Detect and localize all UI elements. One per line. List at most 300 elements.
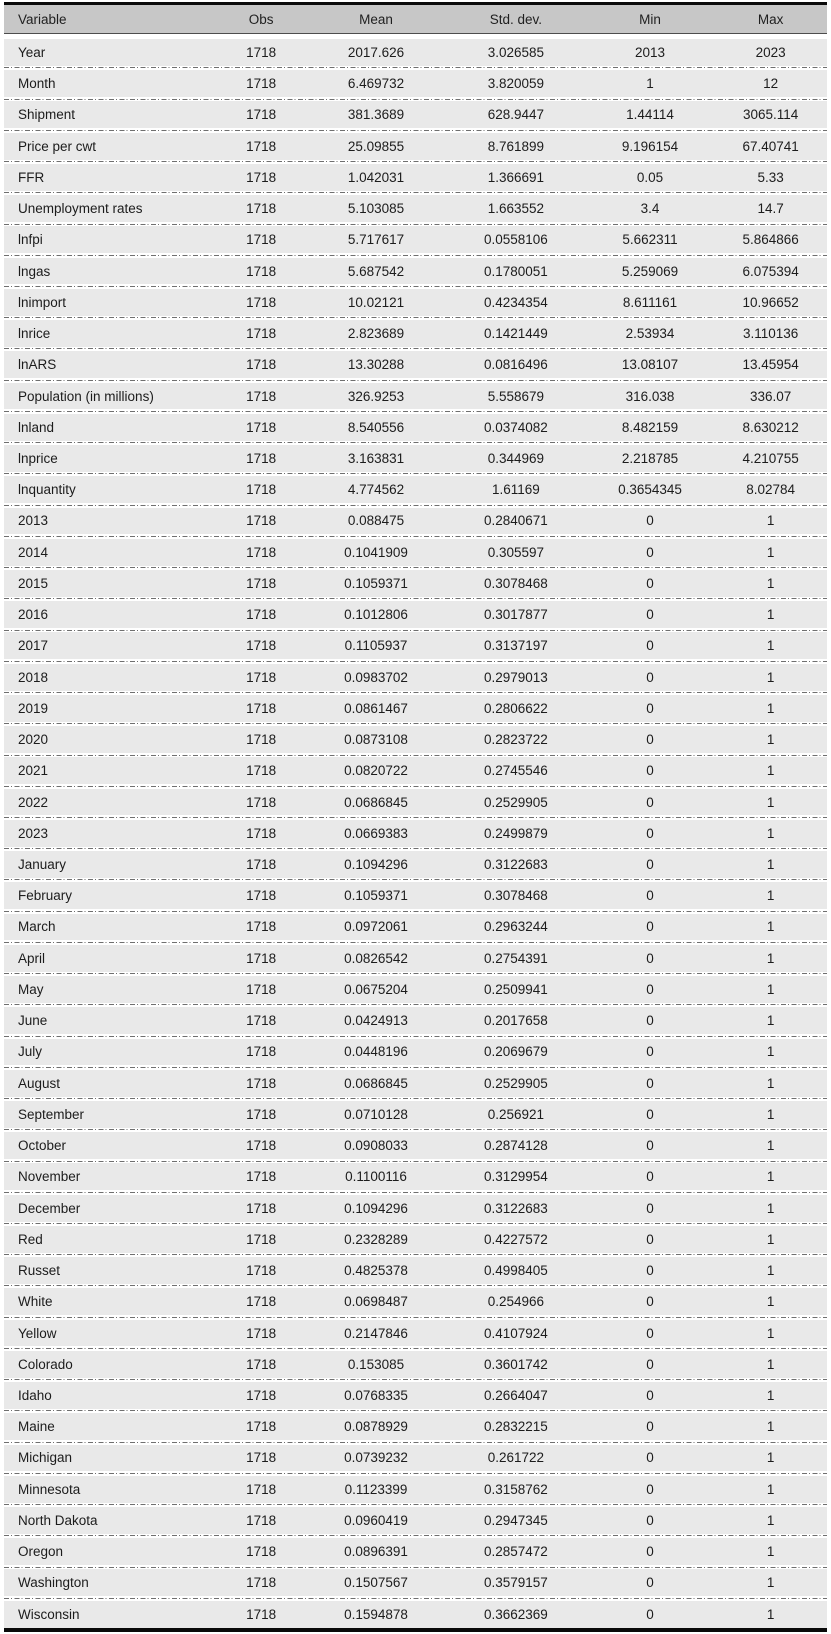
obs-cell: 1718 (246, 700, 277, 716)
mean-cell: 0.0896391 (344, 1544, 408, 1560)
obs-cell: 1718 (246, 575, 277, 591)
obs-cell: 1718 (246, 857, 277, 873)
row-divider (4, 1440, 827, 1444)
obs-cell: 1718 (246, 482, 277, 498)
table-row (4, 39, 827, 66)
row-divider (4, 1596, 827, 1600)
std-dev-cell: 0.2979013 (483, 669, 548, 685)
table-row (4, 664, 827, 691)
table-row (4, 1288, 827, 1315)
table-row (4, 914, 827, 941)
table-row (4, 70, 827, 97)
row-divider (4, 628, 827, 632)
variable-cell: Maine (18, 1419, 55, 1435)
min-cell: 0 (646, 1450, 654, 1466)
obs-cell: 1718 (246, 981, 277, 997)
table-row (4, 164, 827, 191)
variable-cell: lnimport (18, 294, 67, 310)
std-dev-cell: 0.4107924 (483, 1325, 548, 1341)
max-cell: 1 (766, 794, 775, 810)
std-dev-cell: 0.2745546 (483, 763, 548, 779)
mean-cell: 0.1594878 (344, 1606, 408, 1622)
obs-cell: 1718 (246, 1044, 277, 1060)
variable-cell: 2014 (18, 544, 49, 560)
table-row (4, 445, 827, 472)
mean-cell: 0.0873108 (344, 732, 408, 748)
variable-cell: 2013 (18, 513, 49, 529)
obs-cell: 1718 (246, 388, 277, 404)
variable-cell: Minnesota (18, 1481, 81, 1497)
row-divider (4, 97, 827, 101)
std-dev-cell: 0.2832215 (483, 1419, 548, 1435)
max-cell: 5.33 (757, 169, 784, 185)
max-cell: 3065.114 (742, 107, 799, 123)
obs-cell: 1718 (246, 357, 277, 373)
mean-cell: 0.0448196 (344, 1044, 408, 1060)
row-divider (4, 1471, 827, 1475)
obs-cell: 1718 (246, 513, 277, 529)
variable-cell: 2015 (18, 575, 49, 591)
table-row (4, 351, 827, 378)
row-divider (4, 1409, 827, 1413)
obs-cell: 1718 (246, 544, 277, 560)
table-row (4, 757, 827, 784)
max-cell: 1 (766, 1106, 775, 1122)
row-divider (4, 597, 827, 601)
row-divider (4, 909, 827, 913)
max-cell: 1 (766, 950, 775, 966)
min-cell: 0.3654345 (618, 482, 682, 498)
min-cell: 0 (646, 857, 654, 873)
min-cell: 5.662311 (622, 232, 678, 248)
min-cell: 0 (646, 700, 654, 716)
min-cell: 0 (646, 1356, 654, 1372)
variable-cell: 2020 (18, 732, 49, 748)
mean-cell: 0.0960419 (344, 1512, 408, 1528)
row-divider (4, 815, 827, 819)
obs-cell: 1718 (246, 763, 277, 779)
std-dev-cell: 0.3662369 (483, 1606, 548, 1622)
max-cell: 1 (766, 1419, 775, 1435)
min-cell: 0 (646, 888, 654, 904)
max-cell: 1 (766, 1231, 775, 1247)
min-cell: 13.08107 (621, 357, 679, 373)
table-row (4, 258, 827, 285)
variable-cell: 2022 (18, 794, 49, 810)
row-divider (4, 784, 827, 788)
min-cell: 0 (646, 1138, 654, 1154)
column-header-mean: Mean (359, 11, 393, 27)
mean-cell: 0.0878929 (344, 1419, 408, 1435)
table-row (4, 101, 827, 128)
std-dev-cell: 5.558679 (487, 388, 545, 404)
variable-cell: Wisconsin (18, 1606, 80, 1622)
max-cell: 1 (766, 1575, 775, 1591)
min-cell: 0 (646, 544, 654, 560)
std-dev-cell: 0.2664047 (483, 1388, 548, 1403)
std-dev-cell: 0.1421449 (483, 326, 548, 342)
std-dev-cell: 0.2947345 (483, 1512, 548, 1528)
mean-cell: 0.1094296 (344, 857, 408, 873)
std-dev-cell: 0.2857472 (483, 1544, 548, 1560)
obs-cell: 1718 (246, 1356, 277, 1372)
row-divider (4, 566, 827, 570)
max-cell: 1 (766, 1013, 775, 1029)
min-cell: 0 (646, 513, 654, 529)
obs-cell: 1718 (246, 1325, 277, 1341)
table-row (4, 1132, 827, 1159)
variable-cell: 2023 (18, 825, 49, 841)
mean-cell: 0.1100116 (345, 1169, 407, 1185)
variable-cell: lnARS (18, 357, 57, 373)
variable-cell: September (18, 1106, 85, 1122)
variable-cell: December (18, 1200, 81, 1216)
mean-cell: 0.4825378 (344, 1263, 408, 1279)
table-body (4, 39, 827, 1628)
min-cell: 8.611161 (622, 294, 678, 310)
column-header-std-dev: Std. dev. (489, 11, 543, 27)
std-dev-cell: 0.2017658 (483, 1013, 548, 1029)
table-row (4, 695, 827, 722)
min-cell: 0 (646, 1200, 654, 1216)
min-cell: 0.05 (636, 169, 664, 185)
obs-cell: 1718 (246, 232, 277, 248)
row-divider (4, 1253, 827, 1257)
max-cell: 2023 (755, 44, 786, 60)
variable-cell: White (18, 1294, 53, 1310)
variable-cell: Price per cwt (18, 138, 97, 154)
table-row (4, 976, 827, 1003)
obs-cell: 1718 (246, 1263, 277, 1279)
min-cell: 2.53934 (625, 326, 675, 342)
min-cell: 0 (646, 794, 654, 810)
table-row (4, 508, 827, 535)
mean-cell: 0.1094296 (344, 1200, 408, 1216)
mean-cell: 0.2328289 (344, 1231, 408, 1247)
max-cell: 1 (766, 513, 775, 529)
row-divider (4, 1503, 827, 1507)
std-dev-cell: 1.366691 (487, 169, 545, 185)
max-cell: 1 (766, 1263, 775, 1279)
std-dev-cell: 0.3601742 (483, 1356, 548, 1372)
row-divider (4, 1346, 827, 1350)
row-divider (4, 253, 827, 257)
min-cell: 3.4 (640, 201, 660, 217)
variable-cell: Oregon (18, 1544, 64, 1560)
row-divider (4, 722, 827, 726)
std-dev-cell: 0.4234354 (483, 294, 548, 310)
obs-cell: 1718 (246, 450, 277, 466)
max-cell: 1 (766, 1481, 775, 1497)
variable-cell: Colorado (18, 1356, 73, 1372)
variable-cell: lngas (18, 263, 51, 279)
mean-cell: 0.0675204 (344, 981, 408, 997)
obs-cell: 1718 (246, 138, 277, 154)
std-dev-cell: 1.61169 (491, 482, 540, 498)
row-divider (4, 1128, 827, 1132)
std-dev-cell: 8.761899 (487, 138, 545, 154)
row-divider (4, 472, 827, 476)
mean-cell: 0.153085 (347, 1356, 405, 1372)
mean-cell: 0.0908033 (344, 1138, 408, 1154)
row-divider (4, 1222, 827, 1226)
std-dev-cell: 0.3078468 (483, 888, 548, 904)
mean-cell: 5.687542 (347, 263, 405, 279)
min-cell: 2013 (635, 44, 666, 60)
max-cell: 67.40741 (742, 138, 799, 154)
obs-cell: 1718 (246, 1013, 277, 1029)
table-row (4, 1476, 827, 1503)
max-cell: 1 (766, 1075, 775, 1091)
mean-cell: 0.0686845 (344, 1075, 408, 1091)
row-divider (4, 753, 827, 757)
mean-cell: 0.1012806 (344, 607, 408, 623)
row-divider (4, 847, 827, 851)
min-cell: 9.196154 (621, 138, 679, 154)
table-row (4, 1445, 827, 1472)
min-cell: 0 (646, 1044, 654, 1060)
variable-cell: May (18, 981, 44, 997)
mean-cell: 6.469732 (347, 76, 405, 92)
std-dev-cell: 0.0374082 (483, 419, 548, 435)
row-divider (4, 503, 827, 507)
table-row (4, 476, 827, 503)
min-cell: 0 (646, 1575, 654, 1591)
max-cell: 14.7 (757, 201, 784, 217)
table-row (4, 539, 827, 566)
std-dev-cell: 0.2529905 (483, 794, 548, 810)
std-dev-cell: 0.2069679 (483, 1044, 548, 1060)
obs-cell: 1718 (246, 638, 277, 654)
row-divider (4, 160, 827, 164)
std-dev-cell: 0.344969 (487, 450, 545, 466)
row-divider (4, 441, 827, 445)
std-dev-cell: 0.4227572 (483, 1231, 548, 1247)
row-divider (4, 191, 827, 195)
mean-cell: 2017.626 (347, 44, 405, 60)
mean-cell: 25.09855 (347, 138, 405, 154)
mean-cell: 0.1059371 (344, 888, 408, 904)
table-row (4, 414, 827, 441)
obs-cell: 1718 (246, 294, 277, 310)
variable-cell: 2019 (18, 700, 49, 716)
obs-cell: 1718 (246, 201, 277, 217)
row-divider (4, 691, 827, 695)
obs-cell: 1718 (246, 1106, 277, 1122)
mean-cell: 8.540556 (347, 419, 405, 435)
min-cell: 0 (646, 669, 654, 685)
mean-cell: 0.0686845 (344, 794, 408, 810)
variable-cell: 2017 (18, 638, 49, 654)
max-cell: 1 (766, 544, 775, 560)
min-cell: 0 (646, 1544, 654, 1560)
std-dev-cell: 0.3078468 (483, 575, 548, 591)
table-row (4, 882, 827, 909)
max-cell: 8.630212 (742, 419, 799, 435)
variable-cell: March (18, 919, 56, 935)
column-header-variable: Variable (18, 11, 67, 27)
obs-cell: 1718 (246, 263, 277, 279)
variable-cell: lnprice (18, 450, 58, 466)
max-cell: 1 (766, 1356, 775, 1372)
table-row (4, 726, 827, 753)
mean-cell: 0.1059371 (344, 575, 408, 591)
std-dev-cell: 0.3137197 (483, 638, 548, 654)
obs-cell: 1718 (246, 1419, 277, 1435)
std-dev-cell: 0.2823722 (483, 732, 548, 748)
obs-cell: 1718 (246, 669, 277, 685)
table-row (4, 1351, 827, 1378)
std-dev-cell: 0.2529905 (483, 1075, 548, 1091)
max-cell: 5.864866 (742, 232, 799, 248)
row-divider (4, 284, 827, 288)
std-dev-cell: 0.2840671 (483, 513, 548, 529)
min-cell: 0 (646, 763, 654, 779)
variable-cell: Washington (18, 1575, 89, 1591)
std-dev-cell: 0.2963244 (483, 919, 548, 935)
table-row (4, 1507, 827, 1534)
max-cell: 8.02784 (746, 482, 795, 498)
mean-cell: 0.0983702 (344, 669, 408, 685)
table-row (4, 1163, 827, 1190)
mean-cell: 4.774562 (347, 482, 405, 498)
min-cell: 0 (646, 1325, 654, 1341)
variable-cell: August (18, 1075, 61, 1091)
std-dev-cell: 0.2754391 (483, 950, 548, 966)
row-divider (4, 659, 827, 663)
max-cell: 1 (766, 1512, 775, 1528)
mean-cell: 0.0972061 (344, 919, 408, 935)
row-divider (4, 222, 827, 226)
obs-cell: 1718 (246, 794, 277, 810)
min-cell: 0 (646, 1169, 654, 1185)
row-divider (4, 1159, 827, 1163)
mean-cell: 0.0826542 (344, 950, 408, 966)
max-cell: 1 (766, 700, 775, 716)
variable-cell: Idaho (18, 1388, 52, 1403)
max-cell: 12 (763, 76, 779, 92)
variable-cell: 2021 (18, 763, 49, 779)
table-row (4, 1226, 827, 1253)
std-dev-cell: 0.3579157 (483, 1575, 548, 1591)
table-row (4, 632, 827, 659)
max-cell: 1 (766, 1294, 775, 1310)
max-cell: 3.110136 (742, 326, 799, 342)
obs-cell: 1718 (246, 1450, 277, 1466)
table-row (4, 383, 827, 410)
variable-cell: October (18, 1138, 67, 1154)
obs-cell: 1718 (246, 888, 277, 904)
table-row (4, 601, 827, 628)
mean-cell: 0.1105937 (344, 638, 408, 654)
variable-cell: June (18, 1013, 48, 1029)
max-cell: 1 (766, 1200, 775, 1216)
mean-cell: 0.0739232 (344, 1450, 408, 1466)
min-cell: 2.218785 (621, 450, 679, 466)
column-header-min: Min (639, 11, 661, 27)
table-row (4, 289, 827, 316)
max-cell: 1 (766, 763, 775, 779)
table-row (4, 1101, 827, 1128)
column-header-max: Max (757, 11, 784, 27)
row-divider (4, 66, 827, 70)
variable-cell: lnquantity (18, 482, 76, 498)
obs-cell: 1718 (246, 732, 277, 748)
row-divider (4, 128, 827, 132)
variable-cell: Shipment (18, 107, 76, 123)
mean-cell: 13.30288 (347, 357, 405, 373)
max-cell: 1 (766, 1450, 775, 1466)
variable-cell: Russet (18, 1263, 61, 1279)
variable-cell: North Dakota (18, 1512, 98, 1528)
column-header-obs: Obs (248, 11, 274, 27)
obs-cell: 1718 (246, 919, 277, 935)
row-divider (4, 316, 827, 320)
table-header-row (4, 5, 827, 34)
obs-cell: 1718 (246, 169, 277, 185)
min-cell: 0 (646, 1388, 654, 1403)
table-row (4, 1569, 827, 1596)
summary-statistics-table (4, 2, 827, 1632)
mean-cell: 0.1507567 (344, 1575, 408, 1591)
max-cell: 1 (766, 575, 775, 591)
row-divider (4, 1284, 827, 1288)
mean-cell: 0.0698487 (344, 1294, 408, 1310)
obs-cell: 1718 (246, 419, 277, 435)
row-divider (4, 1534, 827, 1538)
variable-cell: lnrice (18, 326, 51, 342)
std-dev-cell: 0.0816496 (483, 357, 548, 373)
max-cell: 1 (766, 1169, 775, 1185)
min-cell: 0 (646, 732, 654, 748)
variable-cell: April (18, 950, 46, 966)
row-divider (4, 409, 827, 413)
std-dev-cell: 0.3122683 (483, 1200, 548, 1216)
std-dev-cell: 628.9447 (487, 107, 545, 123)
obs-cell: 1718 (246, 1512, 277, 1528)
variable-cell: lnland (18, 419, 55, 435)
table-row (4, 1538, 827, 1565)
variable-cell: July (18, 1044, 43, 1060)
row-divider (4, 1378, 827, 1382)
variable-cell: 2018 (18, 669, 49, 685)
variable-cell: Unemployment rates (18, 201, 143, 217)
std-dev-cell: 0.3122683 (483, 857, 548, 873)
std-dev-cell: 3.820059 (487, 76, 545, 92)
table-row (4, 195, 827, 222)
variable-cell: Population (in millions) (18, 388, 154, 404)
max-cell: 10.96652 (742, 294, 799, 310)
mean-cell: 5.103085 (347, 201, 405, 217)
max-cell: 1 (766, 857, 775, 873)
max-cell: 1 (766, 607, 775, 623)
obs-cell: 1718 (246, 950, 277, 966)
max-cell: 1 (766, 669, 775, 685)
max-cell: 336.07 (749, 388, 792, 404)
max-cell: 1 (766, 825, 775, 841)
mean-cell: 10.02121 (347, 294, 405, 310)
min-cell: 0 (646, 607, 654, 623)
std-dev-cell: 0.2509941 (483, 981, 548, 997)
max-cell: 1 (766, 888, 775, 904)
min-cell: 0 (646, 1231, 654, 1247)
table-row (4, 1195, 827, 1222)
variable-cell: Red (18, 1231, 43, 1247)
max-cell: 1 (766, 919, 775, 935)
mean-cell: 0.0424913 (344, 1013, 408, 1029)
max-cell: 1 (766, 732, 775, 748)
table-row (4, 789, 827, 816)
